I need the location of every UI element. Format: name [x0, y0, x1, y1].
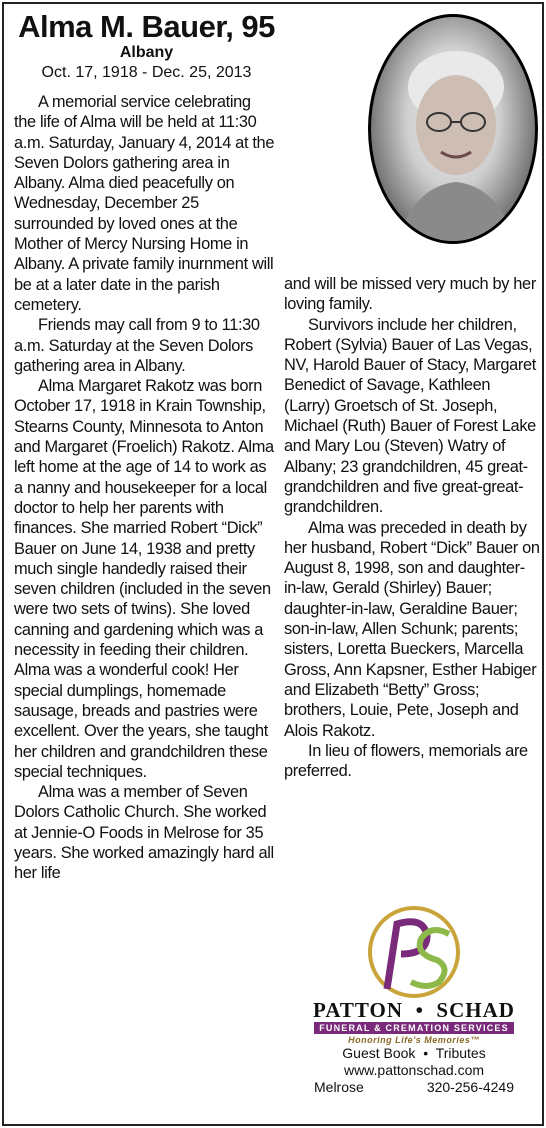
logo-name-left: PATTON: [313, 998, 404, 1022]
logo-name: [304, 999, 524, 1021]
ps-monogram-icon: [349, 904, 479, 999]
obituary-page: [2, 2, 544, 1126]
paragraph: and will be missed very much by her loving family.: [284, 275, 536, 314]
logo-website: www.pattonschad.com: [343, 1062, 485, 1078]
portrait-photo: [376, 14, 478, 250]
tributes-label: Tributes: [435, 1045, 486, 1061]
obituary-header: [14, 10, 279, 82]
logo-services: [304, 1045, 524, 1062]
portrait-illustration: [371, 17, 538, 244]
paragraph: Survivors include her children, Robert (Sylvia) Bauer of Las Vegas, NV, Harold Bauer of Stacy, Margaret Benedict of Savage, Kathleen (Larry) Groetsch of St. Joseph, Michael (Ruth) Bauer of Forest Lake and Mary Lou (Steven) Watry of Albany; 23 grandchildren, 45 great-grandchildren and five great-great-grandchildren.: [284, 315, 536, 517]
bullet-icon: •: [409, 998, 431, 1022]
logo-services-bar: FUNERAL & CREMATION SERVICES: [314, 1022, 514, 1034]
logo-tagline: Honoring Life's Memories™: [348, 1035, 480, 1045]
paragraph: Alma was preceded in death by her husband, Robert “Dick” Bauer on August 8, 1998, son and daughter-in-law, Gerald (Shirley) Bauer; daughter-in-law, Geraldine Bauer; son-in-law, Allen Schunk; parents; sisters, Loretta Bueckers, Marcella Gross, Ann Kapsner, Esther Habiger and Elizabeth “Betty” Gross; brothers, Louie, Pete, Joseph and Alois Rakotz.: [284, 518, 540, 740]
paragraph: In lieu of flowers, memorials are preferred.: [284, 741, 528, 781]
bullet-icon: •: [419, 1045, 433, 1061]
logo-name-right: SCHAD: [436, 998, 515, 1022]
funeral-home-logo: [304, 904, 524, 1119]
logo-contact: [304, 1079, 524, 1096]
logo-city: Melrose: [314, 1079, 364, 1095]
obituary-column-right: [284, 274, 540, 781]
paragraph: Alma Margaret Rakotz was born October 17, 1918 in Krain Township, Stearns County, Minnesota to Anton and Margaret (Froelich) Rakotz. Alma left home at the age of 14 to work as a nanny and housekeeper for a local doctor to help her parents with finances. She married Robert “Dick” Bauer on June 14, 1938 and pretty much single handedly raised their seven children (included in the seven were two sets of twins). She loved canning and gardening which was a necessity in feeding their children. Alma was a wonderful cook! Her special dumplings, homemade sausage, breads and pastries were excellent. Over the years, she taught her children and grandchildren these special techniques.: [14, 377, 274, 781]
paragraph: Friends may call from 9 to 11:30 a.m. Saturday at the Seven Dolors gathering area in Albany.: [14, 316, 260, 375]
portrait-oval: [368, 14, 538, 244]
paragraph: Alma was a member of Seven Dolors Catholic Church. She worked at Jennie-O Foods in Melrose for 35 years. She worked amazingly hard all her life: [14, 783, 274, 883]
obituary-title: Alma M. Bauer, 95: [18, 9, 275, 44]
obituary-dates: Oct. 17, 1918 - Dec. 25, 2013: [41, 64, 252, 81]
obituary-city: Albany: [119, 44, 174, 61]
guest-book-label: Guest Book: [342, 1045, 416, 1061]
obituary-column-left: [14, 92, 276, 884]
logo-phone: 320-256-4249: [426, 1079, 514, 1095]
paragraph: A memorial service celebrating the life of Alma will be held at 11:30 a.m. Saturday, January 4, 2014 at the Seven Dolors gathering area in Albany. Alma died peacefully on Wednesday, December 25 surrounded by loved ones at the Mother of Mercy Nursing Home in Albany. A private family inurnment will be at a later date in the parish cemetery.: [14, 93, 275, 314]
